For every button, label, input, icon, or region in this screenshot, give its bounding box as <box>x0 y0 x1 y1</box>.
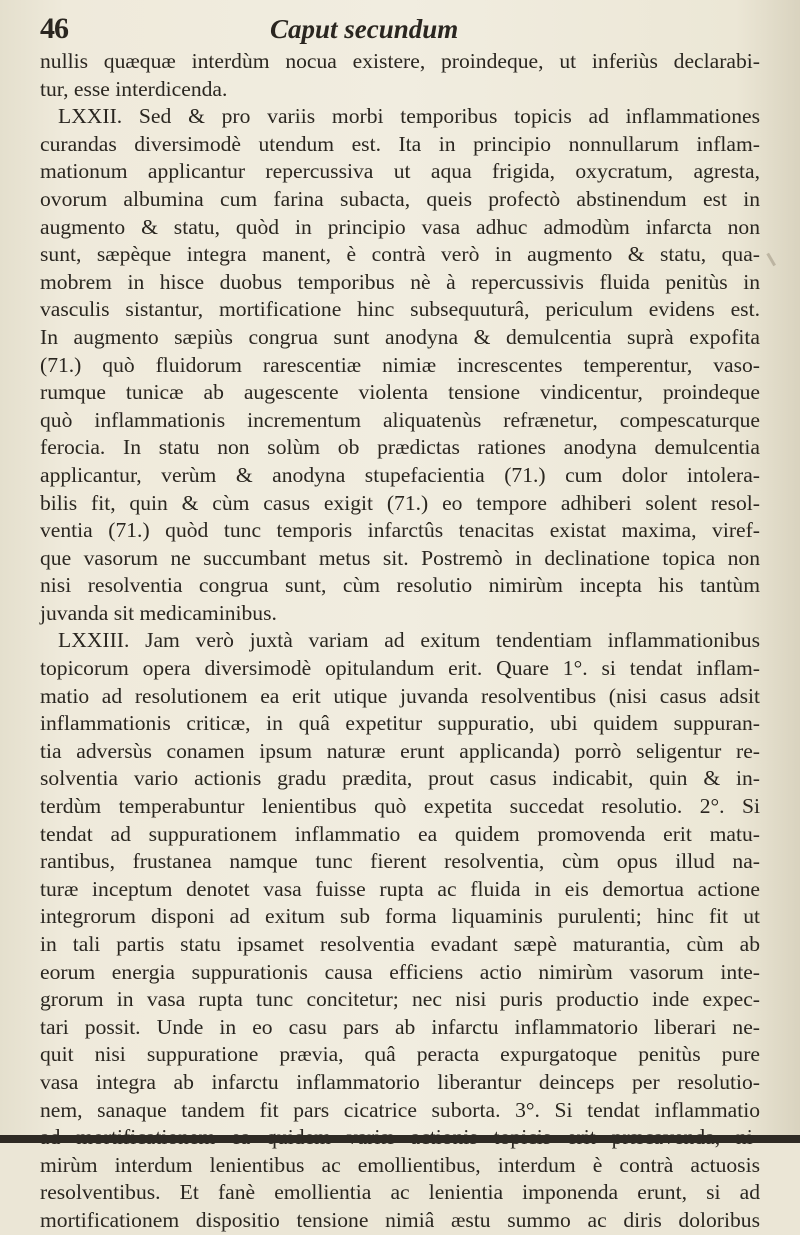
text-line: grorum in vasa rupta tunc concitetur; nec nisi puris productio inde expec- <box>40 987 760 1012</box>
text-line: mortificationem dispositio tensione nimiâ æstu summo ac diris doloribus <box>40 1207 760 1232</box>
text-line: augmento & statu, quòd in principio vasa adhuc admodùm infarcta non <box>40 214 760 239</box>
text-line: bilis fit, quin & cùm casus exigit (71.) eo tempore adhiberi solent resol- <box>40 490 760 515</box>
text-line: que vasorum ne succumbant metus sit. Postremò in declinatione topica non <box>40 545 760 570</box>
text-line: vasa integra ab infarctu inflammatorio liberantur deinceps per resolutio- <box>40 1069 760 1094</box>
text-line: turæ inceptum denotet vasa fuisse rupta ac fluida in eis demortua actione <box>40 876 760 901</box>
text-line: nisi resolventia congrua sunt, cùm resolutio nimirùm incepta his tantùm <box>40 573 760 598</box>
text-line: rantibus, frustanea namque tunc fierent resolventia, cùm opus illud na- <box>40 849 760 874</box>
text-line: matio ad resolutionem ea erit utique juvanda resolventibus (nisi casus adsit <box>40 683 760 708</box>
text-line: inflammationis criticæ, in quâ expetitur suppuratio, ubi quidem suppuran- <box>40 711 760 736</box>
text-line: mirùm interdum lenientibus ac emollientibus, interdum è contrà actuosis <box>40 1152 760 1177</box>
text-line: quò inflammationis incrementum aliquatenùs refrænetur, compescaturque <box>40 407 760 432</box>
running-head: Caput secundum <box>270 14 459 44</box>
text-line: tur, esse interdicenda. <box>40 76 228 101</box>
text-line: terdùm temperabuntur lenientibus quò expetita succedat resolutio. 2°. Si <box>40 794 760 819</box>
text-line: ovorum albumina cum farina subacta, queis profectò abstinendum est in <box>40 186 760 211</box>
text-line: (71.) quò fluidorum rarescentiæ nimiæ increscentes temperentur, vaso- <box>40 352 760 377</box>
text-line: ventia (71.) quòd tunc temporis infarctûs tenacitas existat maxima, viref- <box>40 518 760 543</box>
page-number: 46 <box>40 12 68 45</box>
section-start-line: LXXIII. Jam verò juxtà variam ad exitum tendentiam inflammationibus <box>58 628 760 653</box>
section-start-line: LXXII. Sed & pro variis morbi temporibus topicis ad inflammationes <box>58 104 760 129</box>
text-line: vasculis sistantur, mortificatione hinc subsequuturâ, periculum evidens est. <box>40 297 760 322</box>
text-line: rumque tunicæ ab augescente violenta tensione vindicentur, proindeque <box>40 380 760 405</box>
text-line: mobrem in hisce duobus temporibus nè à repercussivis fluida penitùs in <box>40 269 760 294</box>
text-line: eorum energia suppurationis causa efficiens actio nimirùm vasorum inte- <box>40 959 760 984</box>
text-line: juvanda sit medicaminibus. <box>40 600 277 625</box>
text-line: sunt, sæpèque integra manent, è contrà verò in augmento & statu, qua- <box>40 242 760 267</box>
text-line: mationum applicantur repercussiva ut aqua frigida, oxycratum, agresta, <box>40 159 760 184</box>
text-line: tendat ad suppurationem inflammatio ea quidem promovenda erit matu- <box>40 821 760 846</box>
text-line: topicorum opera diversimodè opitulandum erit. Quare 1°. si tendat inflam- <box>40 656 760 681</box>
text-line: integrorum disponi ad exitum sub forma liquaminis purulenti; hinc fit ut <box>40 904 760 929</box>
page-smudge <box>766 248 784 267</box>
body-text <box>40 48 760 1235</box>
text-line: tia adversùs conamen ipsum naturæ erunt applicanda) porrò seligentur re- <box>40 738 760 763</box>
text-line: In augmento sæpiùs congrua sunt anodyna & demulcentia suprà expofita <box>40 324 760 349</box>
scan-edge <box>0 1135 800 1143</box>
text-line: nullis quæquæ interdùm nocua existere, proindeque, ut inferiùs declarabi- <box>40 49 760 73</box>
text-line: nem, sanaque tandem fit pars cicatrice suborta. 3°. Si tendat inflammatio <box>40 1097 760 1122</box>
text-line: resolventibus. Et fanè emollientia ac lenientia imponenda erunt, si ad <box>40 1180 760 1205</box>
page-header <box>40 12 740 46</box>
text-line: quit nisi suppuratione prævia, quâ peracta expurgatoque penitùs pure <box>40 1042 760 1067</box>
text-line: applicantur, verùm & anodyna stupefacientia (71.) cum dolor intolera- <box>40 462 760 487</box>
text-line: tari possit. Unde in eo casu pars ab infarctu inflammatorio liberari ne- <box>40 1014 760 1039</box>
text-line: solventia vario actionis gradu prædita, prout casus indicabit, quin & in- <box>40 766 760 791</box>
text-line: ferocia. In statu non solùm ob prædictas rationes anodyna demulcentia <box>40 435 760 460</box>
text-line: curandas diversimodè utendum est. Ita in principio nonnullarum inflam- <box>40 131 760 156</box>
text-line: in tali partis statu ipsamet resolventia evadant sæpè maturantia, cùm ab <box>40 932 760 956</box>
